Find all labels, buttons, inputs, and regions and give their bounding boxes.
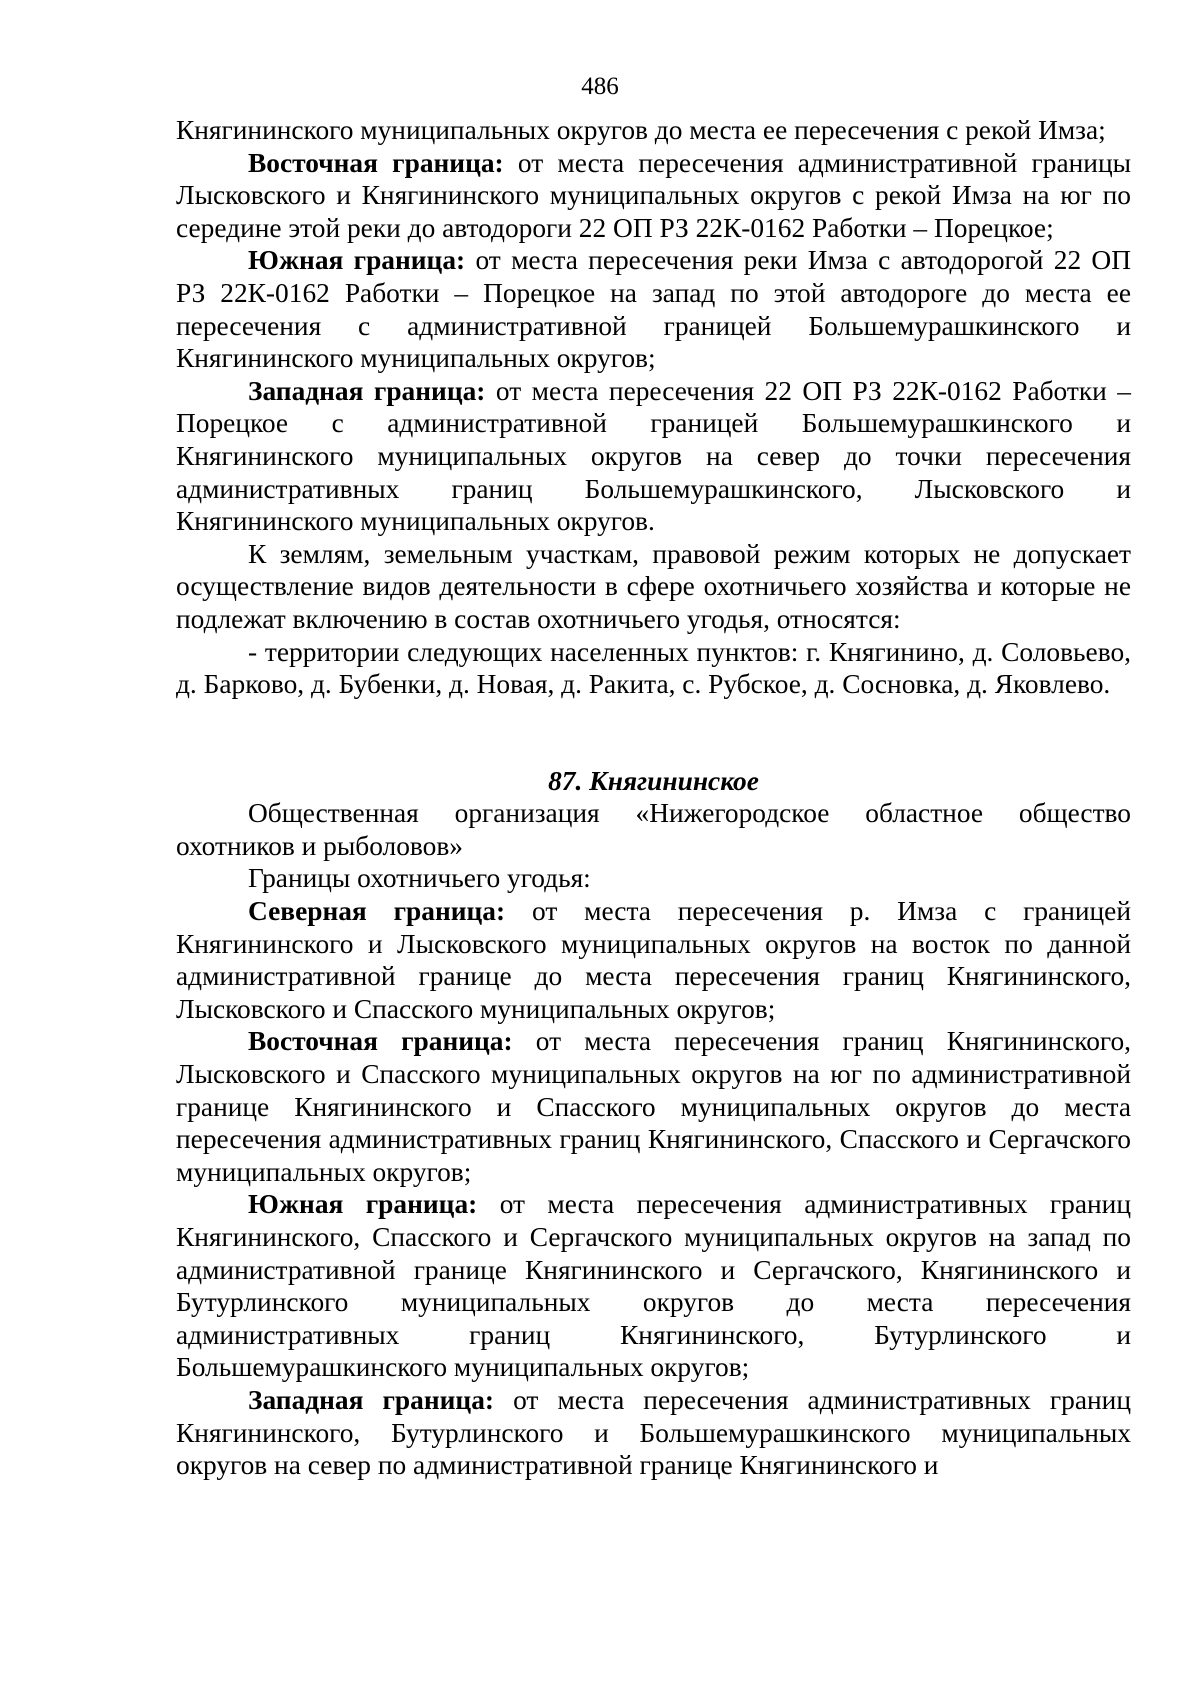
- south-boundary-label: Южная граница:: [248, 245, 466, 276]
- west-boundary-label: Западная граница:: [248, 375, 486, 406]
- page-number: 486: [581, 73, 619, 100]
- east-boundary-label-87: Восточная граница:: [248, 1026, 513, 1057]
- paragraph-settlements: - территории следующих населенных пунктов: г. Княгинино, д. Соловьево, д. Барково, д. Бубенки, д. Новая, д. Ракита, с. Рубское, д. Сосновка, д. Яковлево.: [176, 636, 1131, 700]
- east-boundary-text: от места пересечения административной границы Лысковского и Княгининского муниципальных округов с рекой Имза на юг по середине этой реки до автодороги 22 ОП РЗ 22К-0162 Работки – Порецкое;: [176, 147, 1132, 243]
- paragraph-east-boundary-87: [176, 1025, 1131, 1188]
- paragraph-south-boundary: [176, 244, 1131, 374]
- section-title: 87. Княгининское: [548, 765, 759, 796]
- west-boundary-text-87: от места пересечения административных границ Княгининского, Бутурлинского и Большемурашкинского муниципальных округов на север по административной границе Княгининского и: [176, 1384, 1131, 1481]
- paragraph-continuation: Княгининского муниципальных округов до места ее пересечения с рекой Имза;: [176, 115, 1106, 145]
- paragraph-lands: К землям, земельным участкам, правовой режим которых не допускает осуществление видов деятельности в сфере охотничьего хозяйства и которые не подлежат включению в состав охотничьего угодья, относятся:: [176, 538, 1131, 634]
- south-boundary-text: от места пересечения реки Имза с автодорогой 22 ОП РЗ 22К-0162 Работки – Порецкое на запад по этой автодороге до места ее пересечения с административной границей Большемурашкинского и Княгининского муниципальных округов;: [176, 245, 1131, 374]
- paragraph-west-boundary-87: [176, 1384, 1131, 1482]
- paragraph-organization: Общественная организация «Нижегородское областное общество охотников и рыболовов»: [176, 798, 1131, 861]
- document-body: [176, 114, 1131, 1482]
- east-boundary-label: Восточная граница:: [248, 147, 504, 178]
- paragraph-boundaries-heading: Границы охотничьего угодья:: [248, 863, 591, 894]
- north-boundary-label: Северная граница:: [248, 896, 506, 927]
- south-boundary-label-87: Южная граница:: [248, 1189, 478, 1220]
- paragraph-east-boundary: [176, 147, 1131, 245]
- south-boundary-text-87: от места пересечения административных границ Княгининского, Спасского и Сергачского муниципальных округов на запад по административной границе Княгининского и Сергачского, Княгининского и Бутурлинского муниципальных округов до места пересечения административных границ Княгининского, Бутурлинского и Большемурашкинского муниципальных округов;: [176, 1189, 1131, 1383]
- north-boundary-text: от места пересечения р. Имза с границей Княгининского и Лысковского муниципальных округов на восток по данной административной границе до места пересечения границ Княгининского, Лысковского и Спасского муниципальных округов;: [176, 896, 1131, 1024]
- paragraph-north-boundary: [176, 895, 1131, 1025]
- west-boundary-text: от места пересечения 22 ОП РЗ 22К-0162 Работки – Порецкое с административной границей Большемурашкинского и Княгининского муниципальных округов на север до точки пересечения административных границ Большемурашкинского, Лысковского и Княгининского муниципальных округов.: [176, 375, 1131, 537]
- paragraph-west-boundary: [176, 375, 1131, 538]
- east-boundary-text-87: от места пересечения границ Княгининского, Лысковского и Спасского муниципальных округов на юг по административной границе Княгининского и Спасского муниципальных округов до места пересечения административных границ Княгининского, Спасского и Сергачского муниципальных округов;: [176, 1026, 1131, 1187]
- paragraph-south-boundary-87: [176, 1188, 1131, 1384]
- west-boundary-label-87: Западная граница:: [248, 1384, 495, 1415]
